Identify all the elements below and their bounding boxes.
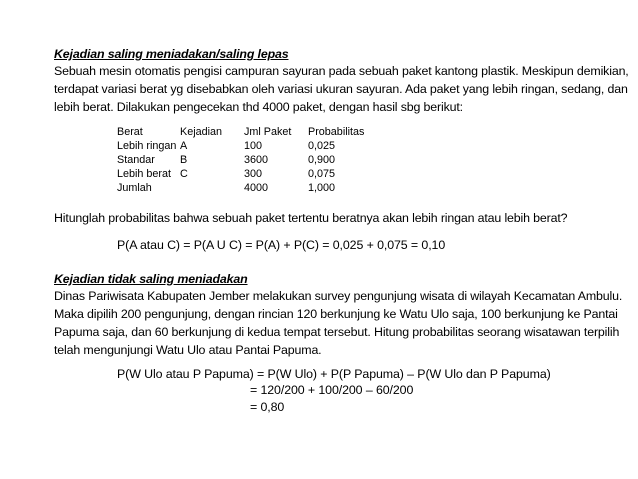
table-cell: 0,900 xyxy=(308,154,336,166)
section2-formula-line-3: = 0,80 xyxy=(250,400,285,414)
table-header-cell: Berat xyxy=(117,126,143,138)
table-cell: C xyxy=(180,168,188,180)
section2-paragraph-line-1: Dinas Pariwisata Kabupaten Jember melakukan survey pengunjung wisata di wilayah Kecamatan Ambulu. xyxy=(54,289,623,303)
section1-paragraph-line-3: lebih berat. Dilakukan pengecekan thd 4000 paket, dengan hasil sbg berikut: xyxy=(54,100,463,114)
section1-paragraph-line-2: terdapat variasi berat yg disebabkan oleh variasi ukuran sayuran. Ada paket yang lebih ringan, sedang, dan xyxy=(54,82,628,96)
table-cell: Standar xyxy=(117,154,155,166)
table-cell: 1,000 xyxy=(308,182,336,194)
table-cell: B xyxy=(180,154,188,166)
section1-question: Hitunglah probabilitas bahwa sebuah paket tertentu beratnya akan lebih ringan atau lebih berat? xyxy=(54,211,568,225)
table-row xyxy=(117,153,378,167)
table-row xyxy=(117,181,378,195)
section2-formula-line-1: P(W Ulo atau P Papuma) = P(W Ulo) + P(P Papuma) – P(W Ulo dan P Papuma) xyxy=(117,367,551,381)
table-cell: 0,025 xyxy=(308,140,336,152)
table-cell: 3600 xyxy=(244,154,269,166)
table-row xyxy=(117,139,378,153)
table-row xyxy=(117,167,378,181)
table-header-row xyxy=(117,125,378,139)
section2-heading: Kejadian tidak saling meniadakan xyxy=(54,272,248,286)
table-cell: A xyxy=(180,140,188,152)
table-header-cell: Probabilitas xyxy=(308,126,365,138)
table-cell: Lebih berat xyxy=(117,168,172,180)
weight-probability-table xyxy=(117,125,378,195)
section1-heading: Kejadian saling meniadakan/saling lepas xyxy=(54,47,289,61)
section1-paragraph-line-1: Sebuah mesin otomatis pengisi campuran sayuran pada sebuah paket kantong plastik. Meskipun demikian, xyxy=(54,64,629,78)
section1-answer: P(A atau C) = P(A U C) = P(A) + P(C) = 0,025 + 0,075 = 0,10 xyxy=(117,238,446,252)
section2-paragraph-line-3: Papuma saja, dan 60 berkunjung di kedua tempat tersebut. Hitung probabilitas seorang wisatawan terpilih xyxy=(54,325,620,339)
table-header-cell: Jml Paket xyxy=(244,126,292,138)
table-cell: 100 xyxy=(244,140,263,152)
table-cell: Jumlah xyxy=(117,182,152,194)
table-header-cell: Kejadian xyxy=(180,126,223,138)
table-cell: 0,075 xyxy=(308,168,336,180)
table-cell: 4000 xyxy=(244,182,269,194)
table-cell xyxy=(180,181,244,195)
table-cell: 300 xyxy=(244,168,263,180)
table-cell: Lebih ringan xyxy=(117,140,177,152)
section2-paragraph-line-2: Maka dipilih 200 pengunjung, dengan rincian 120 berkunjung ke Watu Ulo saja, 100 berkunjung ke Pantai xyxy=(54,307,618,321)
section2-formula-line-2: = 120/200 + 100/200 – 60/200 xyxy=(250,383,414,397)
section2-paragraph-line-4: telah mengunjungi Watu Ulo atau Pantai Papuma. xyxy=(54,343,322,357)
